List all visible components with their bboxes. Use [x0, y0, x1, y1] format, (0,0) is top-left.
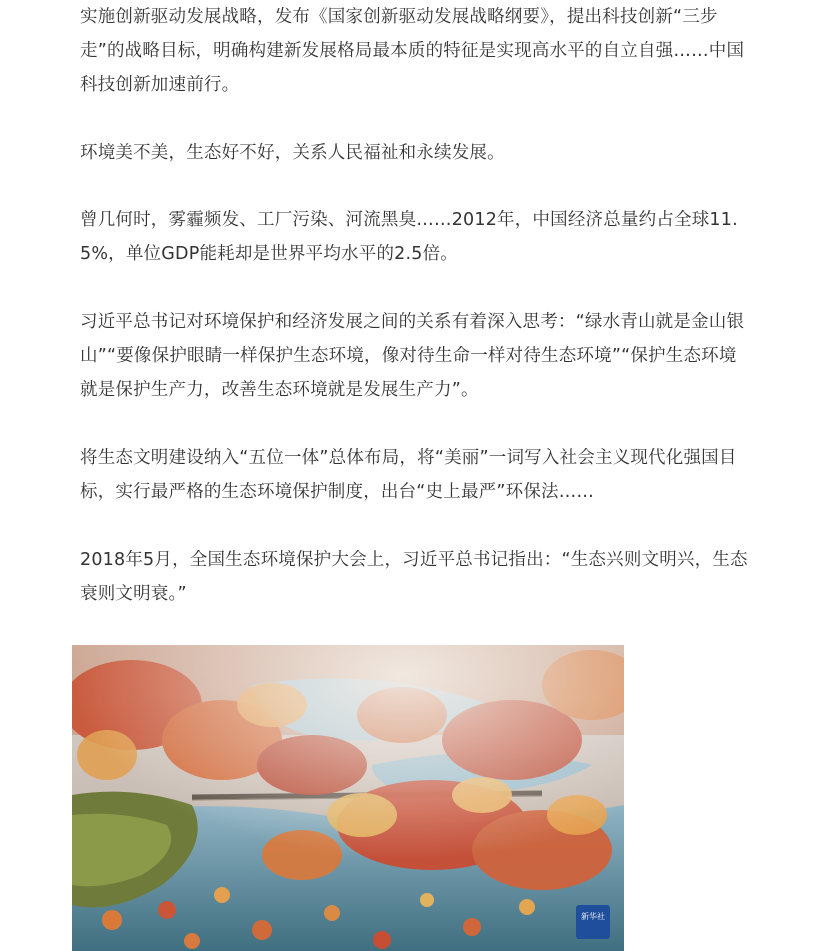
article-paragraph: 将生态文明建设纳入“五位一体”总体布局，将“美丽”一词写入社会主义现代化强国目标，实行最严格的生态环境保护制度，出台“史上最严”环保法……: [80, 448, 737, 502]
article-photo: [72, 645, 624, 951]
article-paragraph: 习近平总书记对环境保护和经济发展之间的关系有着深入思考：“绿水青山就是金山银山”“要像保护眼睛一样保护生态环境，像对待生命一样对待生态环境”“保护生态环境就是保护生产力，改善生态环境就是发展生产力”。: [80, 312, 745, 400]
article-paragraph: 曾几何时，雾霾频发、工厂污染、河流黑臭……2012年，中国经济总量约占全球11.5%，单位GDP能耗却是世界平均水平的2.5倍。: [80, 210, 738, 264]
xinhua-watermark-logo: [576, 905, 610, 939]
watermark-text: 新华社: [581, 912, 605, 921]
article-paragraph: 2018年5月，全国生态环境保护大会上，习近平总书记指出：“生态兴则文明兴，生态衰则文明衰。”: [80, 550, 748, 604]
article-paragraph: 实施创新驱动发展战略，发布《国家创新驱动发展战略纲要》，提出科技创新“三步走”的战略目标，明确构建新发展格局最本质的特征是实现高水平的自立自强……中国科技创新加速前行。: [80, 7, 745, 95]
forest-lake-illustration: [72, 645, 624, 951]
article-paragraph: 环境美不美，生态好不好，关系人民福祉和永续发展。: [80, 143, 505, 163]
